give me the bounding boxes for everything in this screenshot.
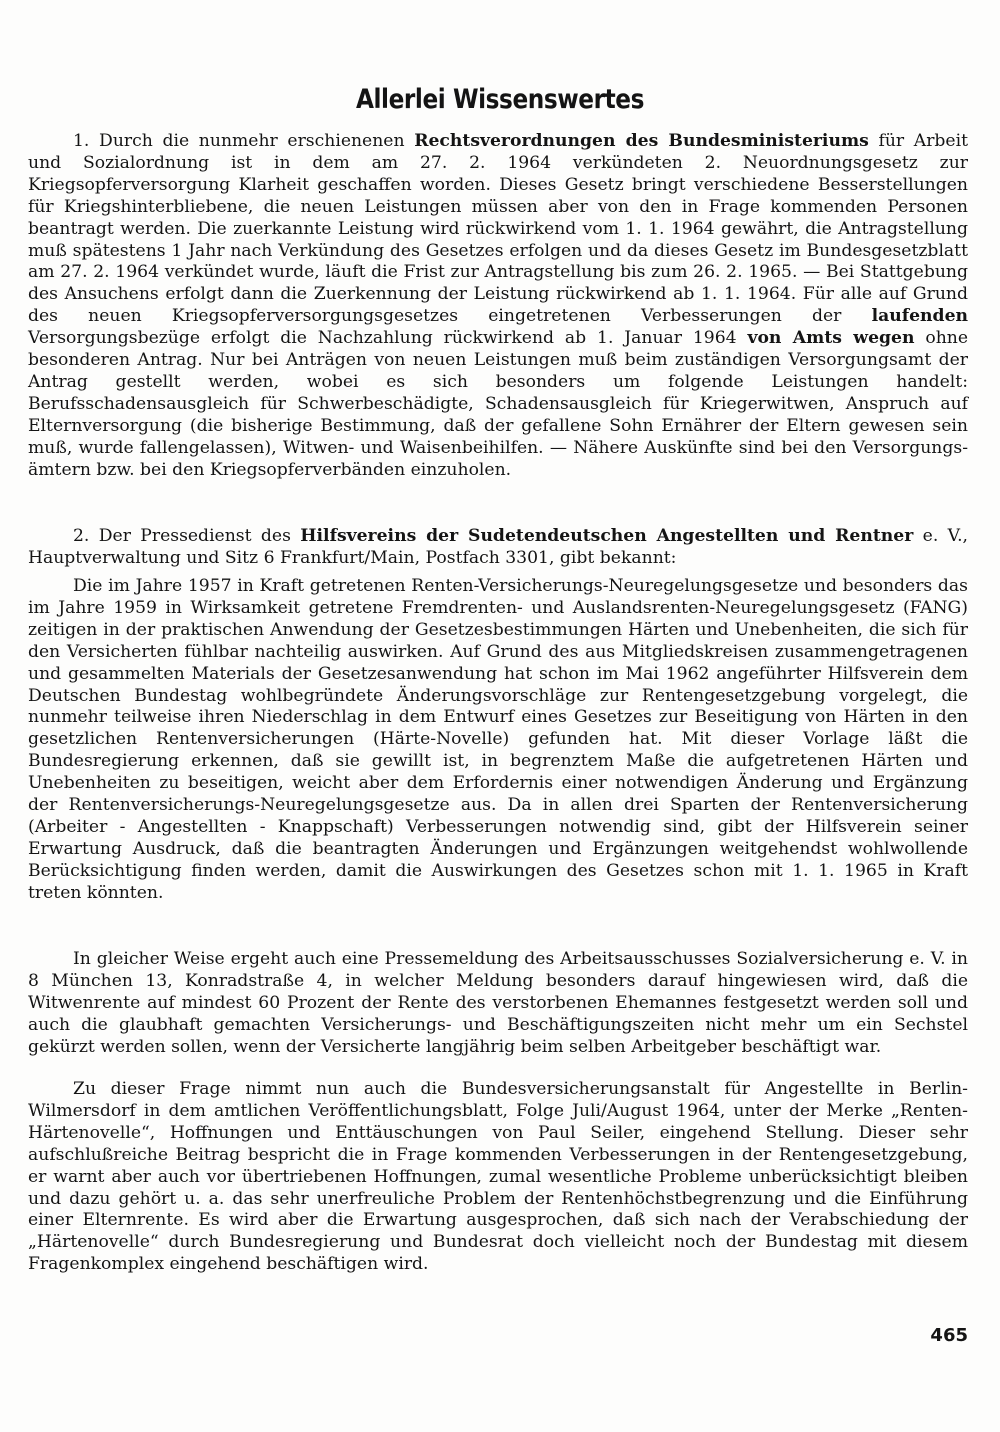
paragraph-1-bold-von-amts-wegen: von Amts wegen <box>747 328 915 349</box>
press-quote <box>28 576 968 905</box>
paragraph-1 <box>28 131 968 482</box>
paragraph-2-lead: 2. Der Pressedienst des <box>73 526 301 546</box>
paragraph-1-mid-1: für Arbeit und Sozialordnung ist in dem am 27. 2. 1964 verkündeten 2. Neuordnungsgesetz zur Kriegsopferversorgung Klarheit geschaffen worden. Dieses Gesetz bringt verschiedene Besserstellungen für Kriegshinterbliebene, die neuen Leistungen müssen aber von den in Frage kommenden Personen beantragt werden. Die zuerkannte Leistung wird rückwirkend vom 1. 1. 1964 gewährt, die Antragstellung muß spätestens 1 Jahr nach Verkündung des Gesetzes erfolgen und da dieses Gesetz im Bundesgesetzblatt am 27. 2. 1964 verkündet wurde, läuft die Frist zur Antragstellung bis zum 26. 2. 1965. — Bei Stattgebung des Ansuchens erfolgt dann die Zuerkennung der Leistung rückwirkend ab 1. 1. 1964. Für alle auf Grund des neuen Kriegsopferversorgungsgesetzes eingetretenen Verbesserungen der <box>28 131 968 327</box>
section-3 <box>28 949 968 1059</box>
paragraph-2-tail: e. V., Hauptverwaltung und Sitz 6 Frankfurt/Main, Postfach 3301, gibt bekannt: <box>28 526 968 568</box>
section-4 <box>28 1079 968 1276</box>
section-2 <box>28 526 968 570</box>
paragraph-1-lead: 1. Durch die nunmehr erschienenen <box>73 131 415 151</box>
paragraph-1-bold-laufenden: laufenden <box>871 306 968 327</box>
paragraph-1-bold-rechtsverordnungen: Rechtsverordnungen des Bundesministeriums <box>414 131 869 151</box>
paragraph-1-tail: ohne besonderen Antrag. Nur bei Anträgen von neuen Leistungen muß beim zuständigen Versorgungsamt der Antrag gestellt werden, wobei es sich besonders um folgende Leistungen handelt: Berufsschadensausgleich für Schwerbeschädigte, Schadensausgleich für Kriegerwitwen, Anspruch auf Elternversorgung (die bisherige Bestimmung, daß der gefallene Sohn Ernährer der Eltern gewesen sein muß, wurde fallengelassen), Witwen- und Waisenbeihilfen. — Nähere Auskünfte sind bei den Versorgungsämtern bzw. bei den Kriegsopferverbänden einzuholen. <box>28 328 969 480</box>
section-1 <box>28 131 968 482</box>
paragraph-2 <box>28 526 968 570</box>
page-number: 465 <box>930 1325 968 1346</box>
paragraph-4: Zu dieser Frage nimmt nun auch die Bundesversicherungsanstalt für Angestellte in Berlin-Wilmersdorf in dem amtlichen Veröffentlichungsblatt, Folge Juli/August 1964, unter der Merke „Renten-Härtenovelle“, Hoffnungen und Enttäuschungen von Paul Seiler, eingehend Stellung. Dieser sehr aufschlußreiche Beitrag bespricht die in Frage kommenden Verbesserungen in der Rentengesetzgebung, er warnt aber auch vor übertriebenen Hoffnungen, zumal wesentliche Probleme unberücksichtigt bleiben und dazu gehört u. a. das sehr unerfreuliche Problem der Rentenhöchstbegrenzung und die Einführung einer Elternrente. Es wird aber die Erwartung ausgesprochen, daß sich nach der Verabschiedung der „Härtenovelle“ durch Bundesregierung und Bundesrat doch vielleicht noch der Bundestag mit diesem Fragenkomplex eingehend beschäftigen wird. <box>28 1079 968 1275</box>
paragraph-1-mid-2: Versorgungsbezüge erfolgt die Nachzahlung rückwirkend ab 1. Januar 1964 <box>28 328 748 349</box>
page-title: Allerlei Wissenswertes <box>355 84 645 115</box>
paragraph-3: In gleicher Weise ergeht auch eine Pressemeldung des Arbeitsausschusses Sozialversicherung e. V. in 8 München 13, Konradstraße 4, in welcher Meldung besonders darauf hingewiesen wird, daß die Witwenrente auf mindest 60 Prozent der Rente des verstorbenen Ehemannes festgesetzt werden soll und auch die glaubhaft gemachten Versicherungs- und Beschäftigungszeiten nicht mehr um ein Sechstel gekürzt werden sollen, wenn der Versicherte langjährig beim selben Arbeitgeber beschäftigt war. <box>28 949 968 1057</box>
paragraph-2-bold-hilfsverein: Hilfsvereins der Sudetendeutschen Angestellten und Rentner <box>300 526 914 546</box>
quote-paragraph: Die im Jahre 1957 in Kraft getretenen Renten-Versicherungs-Neuregelungsgesetze und besonders das im Jahre 1959 in Wirksamkeit getretene Fremdrenten- und Auslandsrenten-Neuregelungsgesetz (FANG) zeitigen in der praktischen Anwendung der Gesetzesbestimmungen Härten und Unebenheiten, die sich für den Versicherten fühlbar nachteilig auswirken. Auf Grund des aus Mitgliedskreisen zusammengetragenen und gesammelten Materials der Gesetzesanwendung hat schon im Mai 1962 angeführter Hilfsverein dem Deutschen Bundestag wohlbegründete Änderungsvorschläge zur Rentengesetzgebung vorgelegt, die nunmehr teilweise ihren Niederschlag in dem Entwurf eines Gesetzes zur Beseitigung von Härten in den gesetzlichen Rentenversicherungen (Härte-Novelle) gefunden hat. Mit dieser Vorlage läßt die Bundesregierung erkennen, daß sie gewillt ist, in begrenztem Maße die aufgetretenen Härten und Unebenheiten zu beseitigen, weicht aber dem Erfordernis einer notwendigen Änderung und Ergänzung der Rentenversicherungs-Neuregelungsgesetze aus. Da in allen drei Sparten der Rentenversicherung (Arbeiter - Angestellten - Knappschaft) Verbesserungen notwendig sind, gibt der Hilfsverein seiner Erwartung Ausdruck, daß die beantragten Änderungen und Ergänzungen weitgehendst wohlwollende Berücksichtigung finden werden, damit die Auswirkungen des Gesetzes schon mit 1. 1. 1965 in Kraft treten könnten. <box>28 576 968 903</box>
